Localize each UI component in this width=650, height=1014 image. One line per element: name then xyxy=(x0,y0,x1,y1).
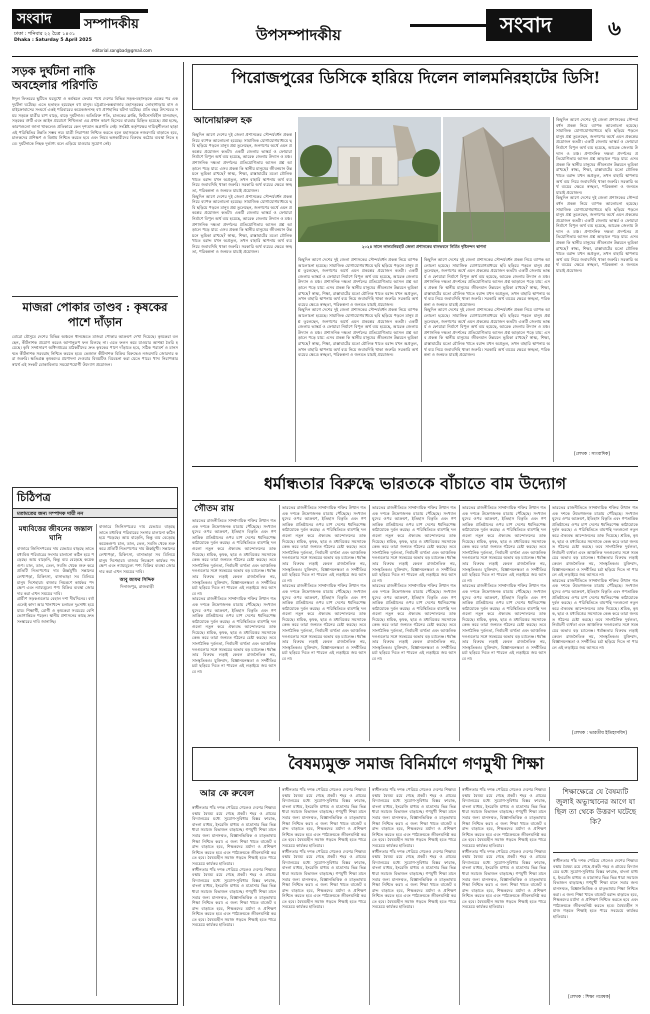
letter-1-title: মধ্যবিত্তের জীবনের জন্তাল ঘানি xyxy=(18,524,93,542)
article-3-col-4 xyxy=(462,787,546,1005)
article-3-pullquote xyxy=(553,787,638,853)
article-2-headline-rule xyxy=(192,500,638,501)
article-3-text-4b: স্বাধীনতার পাঁচ দশক পেরিয়ে গেলেও দেশের শিক্ষাব্যবস্থায় বৈষম্য রয়ে গেছে প্রকট। শহর ও গ্রামের বিদ্যালয়ের মধ্যে সুযোগ-সুবিধার বিস্তর ফারাক, বাংলা মাধ্যম, ইংরেজি মাধ্যম ও মাদ্রাসার ভিন্ন ভিন্ন ধারা সমাজে বিভাজন বাড়াচ্ছে। গণমুখী শিক্ষা মানে সবার জন্য মানসম্মত, বিজ্ঞানভিত্তিক ও মাতৃভাষায় শিক্ষা নিশ্চিত করা। এ জন্য শিক্ষা খাতে বাজেট বরাদ্দ বাড়াতে হবে, শিক্ষকদের মর্যাদা ও প্রশিক্ষণ নিশ্চিত করতে হবে এবং পাঠ্যক্রমকে জীবনঘনিষ্ঠ করতে হবে। বৈষম্যহীন সমাজ গড়তে শিক্ষাই হতে পারে সবচেয়ে কার্যকর হাতিয়ার। xyxy=(462,848,546,910)
article-1-text-4b: কিছুদিন আগে দেশের দুই জেলা প্রশাসকের সৌন্দর্যবর্ধন প্রকল্প নিয়ে ব্যাপক আলোচনা হয়েছে। সামাজিক যোগাযোগমাধ্যমে ছবি ছড়িয়ে পড়লে মানুষ প্রশ্ন তুলেছেন, জনগণের অর্থে এমন প্রকল্পের প্রয়োজন কতটা। একটি জেলায় ভাস্কর্য ও ফোয়ারা নির্মাণে বিপুল অর্থ ব্যয় হয়েছে, আরেক জেলায় উদ্যান ও মঞ্চ। প্রশাসনিক দক্ষতা প্রদর্শনের প্রতিযোগিতায় আসল প্রশ্ন আড়ালে পড়ে যায়: এসব প্রকল্প কি স্থানীয় মানুষের জীবনমান উন্নয়নে ভূমিকা রাখছে? স্বাস্থ্য, শিক্ষা, রাস্তাঘাটের মতো মৌলিক খাতে বরাদ্দ যখন অপ্রতুল, তখন বাহারি স্থাপনায় অর্থ ব্যয় নিয়ে জবাবদিহি থাকা জরুরি। সরকারি অর্থ ব্যয়ের ক্ষেত্রে স্বচ্ছতা, পরিকল্পনা ও জনমত যাচাই প্রয়োজন। xyxy=(556,195,638,274)
article-1-col-4 xyxy=(556,117,638,447)
letters-subhead: মতামতের জন্য সম্পাদক দায়ী নন xyxy=(17,511,84,517)
letter-2-text: বাজারে জিনিসপত্রের দাম যেভাবে বাড়ছে তাতে মধ্যবিত্ত পরিবারের সংসার চালানো কঠিন হয়ে পড়েছে। আয় বাড়েনি, কিন্তু ব্যয় বেড়েছে কয়েকগুণ। চাল, ডাল, তেল, সবজি থেকে শুরু করে প্রতিটি নিত্যপণ্যের দাম ঊর্ধ্বমুখী। সন্তানের লেখাপড়া, চিকিৎসা, বাসাভাড়া সব মিলিয়ে মানুষ দিশেহারা। বাজার নিয়ন্ত্রণে কার্যকর পদক্ষেপ এবং ন্যায্যমূল্যে পণ্য বিক্রির ব্যবস্থা জোরদার করা এখন সময়ের দাবি। xyxy=(99,524,175,574)
editorial-2 xyxy=(12,300,178,480)
article-1-author-note: [লেখক : সাংবাদিক] xyxy=(574,452,610,457)
article-2-col-3 xyxy=(372,505,456,741)
article-1-photo-2 xyxy=(443,117,550,242)
article-3-text-4: স্বাধীনতার পাঁচ দশক পেরিয়ে গেলেও দেশের শিক্ষাব্যবস্থায় বৈষম্য রয়ে গেছে প্রকট। শহর ও গ্রামের বিদ্যালয়ের মধ্যে সুযোগ-সুবিধার বিস্তর ফারাক, বাংলা মাধ্যম, ইংরেজি মাধ্যম ও মাদ্রাসার ভিন্ন ভিন্ন ধারা সমাজে বিভাজন বাড়াচ্ছে। গণমুখী শিক্ষা মানে সবার জন্য মানসম্মত, বিজ্ঞানভিত্তিক ও মাতৃভাষায় শিক্ষা নিশ্চিত করা। এ জন্য শিক্ষা খাতে বাজেট বরাদ্দ বাড়াতে হবে, শিক্ষকদের মর্যাদা ও প্রশিক্ষণ নিশ্চিত করতে হবে এবং পাঠ্যক্রমকে জীবনঘনিষ্ঠ করতে হবে। বৈষম্যহীন সমাজ গড়তে শিক্ষাই হতে পারে সবচেয়ে কার্যকর হাতিয়ার। xyxy=(462,787,546,848)
article-2-text-5: ভারতের রাজনীতিতে সাম্প্রদায়িক শক্তির উত্থান গত এক দশকে উদ্বেগজনক মাত্রায় পৌঁছেছে। সংখ্যালঘুদের ওপর আক্রমণ, ইতিহাস বিকৃতি এবং গণতান্ত্রিক প্রতিষ্ঠানের ওপর চাপ দেশের ধর্মনিরপেক্ষ কাঠামোকে দুর্বল করছে। এ পরিস্থিতিতে বামপন্থি দলগুলো নতুন করে ঐক্যবদ্ধ আন্দোলনের ডাক দিয়েছে। শ্রমিক, কৃষক, ছাত্র ও মধ্যবিত্তের সমস্যাকে কেন্দ্র করে তারা জনমত গঠনের চেষ্টা করছে। তবে সাংগঠনিক দুর্বলতা, নির্বাচনী ব্যর্থতা এবং আঞ্চলিক দলগুলোর সঙ্গে সমন্বয়ের অভাব বড় চ্যালেঞ্জ। ধর্মান্ধতার বিরুদ্ধে লড়াই কেবল রাজনৈতিক নয়, সাংস্কৃতিকও। যুক্তিবাদ, বিজ্ঞানমনস্কতা ও সম্প্রীতির চর্চা ছড়িয়ে দিতে না পারলে এই লড়াইয়ে জয় আসবে না। xyxy=(552,505,638,578)
article-3-author: আর কে রুবেল xyxy=(200,789,254,799)
masthead xyxy=(0,0,650,58)
article-2-headline: ধর্মান্ধতার বিরুদ্ধে ভারতকে বাঁচাতে বাম উদ্যোগ xyxy=(263,474,567,493)
article-2-col-4 xyxy=(462,505,546,741)
article-2-text-3b: ভারতের রাজনীতিতে সাম্প্রদায়িক শক্তির উত্থান গত এক দশকে উদ্বেগজনক মাত্রায় পৌঁছেছে। সংখ্যালঘুদের ওপর আক্রমণ, ইতিহাস বিকৃতি এবং গণতান্ত্রিক প্রতিষ্ঠানের ওপর চাপ দেশের ধর্মনিরপেক্ষ কাঠামোকে দুর্বল করছে। এ পরিস্থিতিতে বামপন্থি দলগুলো নতুন করে ঐক্যবদ্ধ আন্দোলনের ডাক দিয়েছে। শ্রমিক, কৃষক, ছাত্র ও মধ্যবিত্তের সমস্যাকে কেন্দ্র করে তারা জনমত গঠনের চেষ্টা করছে। তবে সাংগঠনিক দুর্বলতা, নির্বাচনী ব্যর্থতা এবং আঞ্চলিক দলগুলোর সঙ্গে সমন্বয়ের অভাব বড় চ্যালেঞ্জ। ধর্মান্ধতার বিরুদ্ধে লড়াই কেবল রাজনৈতিক নয়, সাংস্কৃতিকও। যুক্তিবাদ, বিজ্ঞানমনস্কতা ও সম্প্রীতির চর্চা ছড়িয়ে দিতে না পারলে এই লড়াইয়ে জয় আসবে না। xyxy=(372,583,456,662)
article-2-rule-3 xyxy=(459,505,460,741)
letter-2 xyxy=(99,524,175,1000)
article-1-text-1b: কিছুদিন আগে দেশের দুই জেলা প্রশাসকের সৌন্দর্যবর্ধন প্রকল্প নিয়ে ব্যাপক আলোচনা হয়েছে। সামাজিক যোগাযোগমাধ্যমে ছবি ছড়িয়ে পড়লে মানুষ প্রশ্ন তুলেছেন, জনগণের অর্থে এমন প্রকল্পের প্রয়োজন কতটা। একটি জেলায় ভাস্কর্য ও ফোয়ারা নির্মাণে বিপুল অর্থ ব্যয় হয়েছে, আরেক জেলায় উদ্যান ও মঞ্চ। প্রশাসনিক দক্ষতা প্রদর্শনের প্রতিযোগিতায় আসল প্রশ্ন আড়ালে পড়ে যায়: এসব প্রকল্প কি স্থানীয় মানুষের জীবনমান উন্নয়নে ভূমিকা রাখছে? স্বাস্থ্য, শিক্ষা, রাস্তাঘাটের মতো মৌলিক খাতে বরাদ্দ যখন অপ্রতুল, তখন বাহারি স্থাপনায় অর্থ ব্যয় নিয়ে জবাবদিহি থাকা জরুরি। সরকারি অর্থ ব্যয়ের ক্ষেত্রে স্বচ্ছতা, পরিকল্পনা ও জনমত যাচাই প্রয়োজন। xyxy=(192,193,292,255)
article-2-text-2: ভারতের রাজনীতিতে সাম্প্রদায়িক শক্তির উত্থান গত এক দশকে উদ্বেগজনক মাত্রায় পৌঁছেছে। সংখ্যালঘুদের ওপর আক্রমণ, ইতিহাস বিকৃতি এবং গণতান্ত্রিক প্রতিষ্ঠানের ওপর চাপ দেশের ধর্মনিরপেক্ষ কাঠামোকে দুর্বল করছে। এ পরিস্থিতিতে বামপন্থি দলগুলো নতুন করে ঐক্যবদ্ধ আন্দোলনের ডাক দিয়েছে। শ্রমিক, কৃষক, ছাত্র ও মধ্যবিত্তের সমস্যাকে কেন্দ্র করে তারা জনমত গঠনের চেষ্টা করছে। তবে সাংগঠনিক দুর্বলতা, নির্বাচনী ব্যর্থতা এবং আঞ্চলিক দলগুলোর সঙ্গে সমন্বয়ের অভাব বড় চ্যালেঞ্জ। ধর্মান্ধতার বিরুদ্ধে লড়াই কেবল রাজনৈতিক নয়, সাংস্কৃতিকও। যুক্তিবাদ, বিজ্ঞানমনস্কতা ও সম্প্রীতির চর্চা ছড়িয়ে দিতে না পারলে এই লড়াইয়ে জয় আসবে না। xyxy=(282,505,366,583)
article-1-author: আনোয়ারুল হক xyxy=(194,116,252,126)
article-1-col-mid xyxy=(298,257,418,462)
article-3-col-3 xyxy=(372,787,456,1005)
article-3-text-2b: স্বাধীনতার পাঁচ দশক পেরিয়ে গেলেও দেশের শিক্ষাব্যবস্থায় বৈষম্য রয়ে গেছে প্রকট। শহর ও গ্রামের বিদ্যালয়ের মধ্যে সুযোগ-সুবিধার বিস্তর ফারাক, বাংলা মাধ্যম, ইংরেজি মাধ্যম ও মাদ্রাসার ভিন্ন ভিন্ন ধারা সমাজে বিভাজন বাড়াচ্ছে। গণমুখী শিক্ষা মানে সবার জন্য মানসম্মত, বিজ্ঞানভিত্তিক ও মাতৃভাষায় শিক্ষা নিশ্চিত করা। এ জন্য শিক্ষা খাতে বাজেট বরাদ্দ বাড়াতে হবে, শিক্ষকদের মর্যাদা ও প্রশিক্ষণ নিশ্চিত করতে হবে এবং পাঠ্যক্রমকে জীবনঘনিষ্ঠ করতে হবে। বৈষম্যহীন সমাজ গড়তে শিক্ষাই হতে পারে সবচেয়ে কার্যকর হাতিয়ার। xyxy=(282,848,366,910)
article-1-text-1: কিছুদিন আগে দেশের দুই জেলা প্রশাসকের সৌন্দর্যবর্ধন প্রকল্প নিয়ে ব্যাপক আলোচনা হয়েছে। সামাজিক যোগাযোগমাধ্যমে ছবি ছড়িয়ে পড়লে মানুষ প্রশ্ন তুলেছেন, জনগণের অর্থে এমন প্রকল্পের প্রয়োজন কতটা। একটি জেলায় ভাস্কর্য ও ফোয়ারা নির্মাণে বিপুল অর্থ ব্যয় হয়েছে, আরেক জেলায় উদ্যান ও মঞ্চ। প্রশাসনিক দক্ষতা প্রদর্শনের প্রতিযোগিতায় আসল প্রশ্ন আড়ালে পড়ে যায়: এসব প্রকল্প কি স্থানীয় মানুষের জীবনমান উন্নয়নে ভূমিকা রাখছে? স্বাস্থ্য, শিক্ষা, রাস্তাঘাটের মতো মৌলিক খাতে বরাদ্দ যখন অপ্রতুল, তখন বাহারি স্থাপনায় অর্থ ব্যয় নিয়ে জবাবদিহি থাকা জরুরি। সরকারি অর্থ ব্যয়ের ক্ষেত্রে স্বচ্ছতা, পরিকল্পনা ও জনমত যাচাই প্রয়োজন। xyxy=(192,132,292,193)
masthead-left-bar xyxy=(80,9,148,13)
letters-subhead-bar xyxy=(13,508,177,518)
article-3-rule-2 xyxy=(369,787,370,1005)
article-3-rule-4 xyxy=(549,787,550,1005)
article-1-photo-2-image xyxy=(443,117,550,242)
editorial-1 xyxy=(12,64,178,296)
masthead-right-bar xyxy=(410,24,486,27)
page-number: ৬ xyxy=(608,16,622,40)
article-1-headline-box xyxy=(192,64,638,110)
article-1-text-2: কিছুদিন আগে দেশের দুই জেলা প্রশাসকের সৌন্দর্যবর্ধন প্রকল্প নিয়ে ব্যাপক আলোচনা হয়েছে। সামাজিক যোগাযোগমাধ্যমে ছবি ছড়িয়ে পড়লে মানুষ প্রশ্ন তুলেছেন, জনগণের অর্থে এমন প্রকল্পের প্রয়োজন কতটা। একটি জেলায় ভাস্কর্য ও ফোয়ারা নির্মাণে বিপুল অর্থ ব্যয় হয়েছে, আরেক জেলায় উদ্যান ও মঞ্চ। প্রশাসনিক দক্ষতা প্রদর্শনের প্রতিযোগিতায় আসল প্রশ্ন আড়ালে পড়ে যায়: এসব প্রকল্প কি স্থানীয় মানুষের জীবনমান উন্নয়নে ভূমিকা রাখছে? স্বাস্থ্য, শিক্ষা, রাস্তাঘাটের মতো মৌলিক খাতে বরাদ্দ যখন অপ্রতুল, তখন বাহারি স্থাপনায় অর্থ ব্যয় নিয়ে জবাবদিহি থাকা জরুরি। সরকারি অর্থ ব্যয়ের ক্ষেত্রে স্বচ্ছতা, পরিকল্পনা ও জনমত যাচাই প্রয়োজন। xyxy=(298,257,418,307)
article-1-rule-2 xyxy=(421,257,422,462)
article-1-col-3 xyxy=(424,257,550,462)
masthead-logo-right xyxy=(486,9,592,41)
masthead-date-en: Dhaka : Saturday 5 April 2025 xyxy=(14,38,92,43)
article-2-col-1 xyxy=(192,518,276,740)
article-2-text-4b: ভারতের রাজনীতিতে সাম্প্রদায়িক শক্তির উত্থান গত এক দশকে উদ্বেগজনক মাত্রায় পৌঁছেছে। সংখ্যালঘুদের ওপর আক্রমণ, ইতিহাস বিকৃতি এবং গণতান্ত্রিক প্রতিষ্ঠানের ওপর চাপ দেশের ধর্মনিরপেক্ষ কাঠামোকে দুর্বল করছে। এ পরিস্থিতিতে বামপন্থি দলগুলো নতুন করে ঐক্যবদ্ধ আন্দোলনের ডাক দিয়েছে। শ্রমিক, কৃষক, ছাত্র ও মধ্যবিত্তের সমস্যাকে কেন্দ্র করে তারা জনমত গঠনের চেষ্টা করছে। তবে সাংগঠনিক দুর্বলতা, নির্বাচনী ব্যর্থতা এবং আঞ্চলিক দলগুলোর সঙ্গে সমন্বয়ের অভাব বড় চ্যালেঞ্জ। ধর্মান্ধতার বিরুদ্ধে লড়াই কেবল রাজনৈতিক নয়, সাংস্কৃতিকও। যুক্তিবাদ, বিজ্ঞানমনস্কতা ও সম্প্রীতির চর্চা ছড়িয়ে দিতে না পারলে এই লড়াইয়ে জয় আসবে না। xyxy=(462,583,546,662)
article-3-text-3: স্বাধীনতার পাঁচ দশক পেরিয়ে গেলেও দেশের শিক্ষাব্যবস্থায় বৈষম্য রয়ে গেছে প্রকট। শহর ও গ্রামের বিদ্যালয়ের মধ্যে সুযোগ-সুবিধার বিস্তর ফারাক, বাংলা মাধ্যম, ইংরেজি মাধ্যম ও মাদ্রাসার ভিন্ন ভিন্ন ধারা সমাজে বিভাজন বাড়াচ্ছে। গণমুখী শিক্ষা মানে সবার জন্য মানসম্মত, বিজ্ঞানভিত্তিক ও মাতৃভাষায় শিক্ষা নিশ্চিত করা। এ জন্য শিক্ষা খাতে বাজেট বরাদ্দ বাড়াতে হবে, শিক্ষকদের মর্যাদা ও প্রশিক্ষণ নিশ্চিত করতে হবে এবং পাঠ্যক্রমকে জীবনঘনিষ্ঠ করতে হবে। বৈষম্যহীন সমাজ গড়তে শিক্ষাই হতে পারে সবচেয়ে কার্যকর হাতিয়ার। xyxy=(372,787,456,848)
article-2-text-2b: ভারতের রাজনীতিতে সাম্প্রদায়িক শক্তির উত্থান গত এক দশকে উদ্বেগজনক মাত্রায় পৌঁছেছে। সংখ্যালঘুদের ওপর আক্রমণ, ইতিহাস বিকৃতি এবং গণতান্ত্রিক প্রতিষ্ঠানের ওপর চাপ দেশের ধর্মনিরপেক্ষ কাঠামোকে দুর্বল করছে। এ পরিস্থিতিতে বামপন্থি দলগুলো নতুন করে ঐক্যবদ্ধ আন্দোলনের ডাক দিয়েছে। শ্রমিক, কৃষক, ছাত্র ও মধ্যবিত্তের সমস্যাকে কেন্দ্র করে তারা জনমত গঠনের চেষ্টা করছে। তবে সাংগঠনিক দুর্বলতা, নির্বাচনী ব্যর্থতা এবং আঞ্চলিক দলগুলোর সঙ্গে সমন্বয়ের অভাব বড় চ্যালেঞ্জ। ধর্মান্ধতার বিরুদ্ধে লড়াই কেবল রাজনৈতিক নয়, সাংস্কৃতিকও। যুক্তিবাদ, বিজ্ঞানমনস্কতা ও সম্প্রীতির চর্চা ছড়িয়ে দিতে না পারলে এই লড়াইয়ে জয় আসবে না। xyxy=(282,583,366,662)
masthead-logo-left xyxy=(12,9,80,29)
article-2-text-4: ভারতের রাজনীতিতে সাম্প্রদায়িক শক্তির উত্থান গত এক দশকে উদ্বেগজনক মাত্রায় পৌঁছেছে। সংখ্যালঘুদের ওপর আক্রমণ, ইতিহাস বিকৃতি এবং গণতান্ত্রিক প্রতিষ্ঠানের ওপর চাপ দেশের ধর্মনিরপেক্ষ কাঠামোকে দুর্বল করছে। এ পরিস্থিতিতে বামপন্থি দলগুলো নতুন করে ঐক্যবদ্ধ আন্দোলনের ডাক দিয়েছে। শ্রমিক, কৃষক, ছাত্র ও মধ্যবিত্তের সমস্যাকে কেন্দ্র করে তারা জনমত গঠনের চেষ্টা করছে। তবে সাংগঠনিক দুর্বলতা, নির্বাচনী ব্যর্থতা এবং আঞ্চলিক দলগুলোর সঙ্গে সমন্বয়ের অভাব বড় চ্যালেঞ্জ। ধর্মান্ধতার বিরুদ্ধে লড়াই কেবল রাজনৈতিক নয়, সাংস্কৃতিকও। যুক্তিবাদ, বিজ্ঞানমনস্কতা ও সম্প্রীতির চর্চা ছড়িয়ে দিতে না পারলে এই লড়াইয়ে জয় আসবে না। xyxy=(462,505,546,583)
article-3-text-1b: স্বাধীনতার পাঁচ দশক পেরিয়ে গেলেও দেশের শিক্ষাব্যবস্থায় বৈষম্য রয়ে গেছে প্রকট। শহর ও গ্রামের বিদ্যালয়ের মধ্যে সুযোগ-সুবিধার বিস্তর ফারাক, বাংলা মাধ্যম, ইংরেজি মাধ্যম ও মাদ্রাসার ভিন্ন ভিন্ন ধারা সমাজে বিভাজন বাড়াচ্ছে। গণমুখী শিক্ষা মানে সবার জন্য মানসম্মত, বিজ্ঞানভিত্তিক ও মাতৃভাষায় শিক্ষা নিশ্চিত করা। এ জন্য শিক্ষা খাতে বাজেট বরাদ্দ বাড়াতে হবে, শিক্ষকদের মর্যাদা ও প্রশিক্ষণ নিশ্চিত করতে হবে এবং পাঠ্যক্রমকে জীবনঘনিষ্ঠ করতে হবে। বৈষম্যহীন সমাজ গড়তে শিক্ষাই হতে পারে সবচেয়ে কার্যকর হাতিয়ার। xyxy=(192,866,276,928)
article-1-col-1 xyxy=(192,132,292,462)
letter-1-place: দিনাজপুর, রাজবাড়ী xyxy=(120,584,154,590)
left-column-rule xyxy=(183,62,184,1006)
section-op-label: উপসম্পাদকীয় xyxy=(256,26,342,44)
article-1-text-3: কিছুদিন আগে দেশের দুই জেলা প্রশাসকের সৌন্দর্যবর্ধন প্রকল্প নিয়ে ব্যাপক আলোচনা হয়েছে। সামাজিক যোগাযোগমাধ্যমে ছবি ছড়িয়ে পড়লে মানুষ প্রশ্ন তুলেছেন, জনগণের অর্থে এমন প্রকল্পের প্রয়োজন কতটা। একটি জেলায় ভাস্কর্য ও ফোয়ারা নির্মাণে বিপুল অর্থ ব্যয় হয়েছে, আরেক জেলায় উদ্যান ও মঞ্চ। প্রশাসনিক দক্ষতা প্রদর্শনের প্রতিযোগিতায় আসল প্রশ্ন আড়ালে পড়ে যায়: এসব প্রকল্প কি স্থানীয় মানুষের জীবনমান উন্নয়নে ভূমিকা রাখছে? স্বাস্থ্য, শিক্ষা, রাস্তাঘাটের মতো মৌলিক খাতে বরাদ্দ যখন অপ্রতুল, তখন বাহারি স্থাপনায় অর্থ ব্যয় নিয়ে জবাবদিহি থাকা জরুরি। সরকারি অর্থ ব্যয়ের ক্ষেত্রে স্বচ্ছতা, পরিকল্পনা ও জনমত যাচাই প্রয়োজন। xyxy=(424,257,550,307)
masthead-logo-left-text: সংবাদ xyxy=(17,11,52,27)
letters-column-rule xyxy=(96,524,97,996)
article-1-text-2b: কিছুদিন আগে দেশের দুই জেলা প্রশাসকের সৌন্দর্যবর্ধন প্রকল্প নিয়ে ব্যাপক আলোচনা হয়েছে। সামাজিক যোগাযোগমাধ্যমে ছবি ছড়িয়ে পড়লে মানুষ প্রশ্ন তুলেছেন, জনগণের অর্থে এমন প্রকল্পের প্রয়োজন কতটা। একটি জেলায় ভাস্কর্য ও ফোয়ারা নির্মাণে বিপুল অর্থ ব্যয় হয়েছে, আরেক জেলায় উদ্যান ও মঞ্চ। প্রশাসনিক দক্ষতা প্রদর্শনের প্রতিযোগিতায় আসল প্রশ্ন আড়ালে পড়ে যায়: এসব প্রকল্প কি স্থানীয় মানুষের জীবনমান উন্নয়নে ভূমিকা রাখছে? স্বাস্থ্য, শিক্ষা, রাস্তাঘাটের মতো মৌলিক খাতে বরাদ্দ যখন অপ্রতুল, তখন বাহারি স্থাপনায় অর্থ ব্যয় নিয়ে জবাবদিহি থাকা জরুরি। সরকারি অর্থ ব্যয়ের ক্ষেত্রে স্বচ্ছতা, পরিকল্পনা ও জনমত যাচাই প্রয়োজন। xyxy=(298,307,418,358)
article-3-author-note: [লেখক : শিক্ষা গবেষক] xyxy=(568,995,611,1000)
article-2-author-note: [লেখক : ভারতীয় ইতিহাসবিদ] xyxy=(572,731,627,736)
letters-title: চিঠিপত্র xyxy=(17,491,51,504)
article-1-headline: পিরোজপুরের ডিসিকে হারিয়ে দিলেন লালমনিরহাটের ডিসি! xyxy=(231,68,601,87)
article-2-text-1: ভারতের রাজনীতিতে সাম্প্রদায়িক শক্তির উত্থান গত এক দশকে উদ্বেগজনক মাত্রায় পৌঁছেছে। সংখ্যালঘুদের ওপর আক্রমণ, ইতিহাস বিকৃতি এবং গণতান্ত্রিক প্রতিষ্ঠানের ওপর চাপ দেশের ধর্মনিরপেক্ষ কাঠামোকে দুর্বল করছে। এ পরিস্থিতিতে বামপন্থি দলগুলো নতুন করে ঐক্যবদ্ধ আন্দোলনের ডাক দিয়েছে। শ্রমিক, কৃষক, ছাত্র ও মধ্যবিত্তের সমস্যাকে কেন্দ্র করে তারা জনমত গঠনের চেষ্টা করছে। তবে সাংগঠনিক দুর্বলতা, নির্বাচনী ব্যর্থতা এবং আঞ্চলিক দলগুলোর সঙ্গে সমন্বয়ের অভাব বড় চ্যালেঞ্জ। ধর্মান্ধতার বিরুদ্ধে লড়াই কেবল রাজনৈতিক নয়, সাংস্কৃতিকও। যুক্তিবাদ, বিজ্ঞানমনস্কতা ও সম্প্রীতির চর্চা ছড়িয়ে দিতে না পারলে এই লড়াইয়ে জয় আসবে না। xyxy=(192,518,276,596)
editorial-email: editorial.sangbad@gmail.com xyxy=(92,48,152,53)
article-3-text-1: স্বাধীনতার পাঁচ দশক পেরিয়ে গেলেও দেশের শিক্ষাব্যবস্থায় বৈষম্য রয়ে গেছে প্রকট। শহর ও গ্রামের বিদ্যালয়ের মধ্যে সুযোগ-সুবিধার বিস্তর ফারাক, বাংলা মাধ্যম, ইংরেজি মাধ্যম ও মাদ্রাসার ভিন্ন ভিন্ন ধারা সমাজে বিভাজন বাড়াচ্ছে। গণমুখী শিক্ষা মানে সবার জন্য মানসম্মত, বিজ্ঞানভিত্তিক ও মাতৃভাষায় শিক্ষা নিশ্চিত করা। এ জন্য শিক্ষা খাতে বাজেট বরাদ্দ বাড়াতে হবে, শিক্ষকদের মর্যাদা ও প্রশিক্ষণ নিশ্চিত করতে হবে এবং পাঠ্যক্রমকে জীবনঘনিষ্ঠ করতে হবে। বৈষম্যহীন সমাজ গড়তে শিক্ষাই হতে পারে সবচেয়ে কার্যকর হাতিয়ার। xyxy=(192,805,276,866)
article-3-pullquote-text: শিক্ষাক্ষেত্রে যে বৈষম্যটি জুলাই অভ্যুত্থানের আগে যা ছিল তা থেকে উত্তরণ ঘটেছে কি? xyxy=(554,787,637,826)
editorial-2-text: বোরো মৌসুমে দেশের বিভিন্ন অঞ্চলে ধানক্ষেতে মাজরা পোকার আক্রমণ দেখা দিয়েছে। কৃষকেরা বলছেন, কীটনাশক প্রয়োগ করেও আশানুরূপ ফল মিলছে না। এতে ফলন কমে যাওয়ার আশঙ্কা তৈরি হয়েছে। কৃষি সম্প্রসারণ অধিদপ্তরের মাঠকর্মীদের দ্রুত কৃষকের পাশে দাঁড়াতে হবে, সঠিক পরামর্শ ও মানসম্মত কীটনাশক সরবরাহ নিশ্চিত করতে হবে। ভেজাল কীটনাশক বিক্রির বিরুদ্ধেও নজরদারি জোরদার করা জরুরি। ক্ষতিগ্রস্ত কৃষকদের প্রণোদনা দেওয়ার বিষয়টিও বিবেচনা করা যেতে পারে। খাদ্য নিরাপত্তার স্বার্থে এই সংকট মোকাবিলায় সময়োপযোগী উদ্যোগ প্রয়োজন। xyxy=(12,334,178,367)
article-3-headline-box xyxy=(192,747,638,781)
letters-section xyxy=(12,487,178,1005)
letter-1-author: আবু জাফর সিদ্দিক xyxy=(119,578,155,584)
editorial-divider xyxy=(12,296,178,297)
editorial-1-title: সড়ক দুর্ঘটনা নাকি অবহেলার পরিণতি xyxy=(12,64,98,92)
article-3-text-2: স্বাধীনতার পাঁচ দশক পেরিয়ে গেলেও দেশের শিক্ষাব্যবস্থায় বৈষম্য রয়ে গেছে প্রকট। শহর ও গ্রামের বিদ্যালয়ের মধ্যে সুযোগ-সুবিধার বিস্তর ফারাক, বাংলা মাধ্যম, ইংরেজি মাধ্যম ও মাদ্রাসার ভিন্ন ভিন্ন ধারা সমাজে বিভাজন বাড়াচ্ছে। গণমুখী শিক্ষা মানে সবার জন্য মানসম্মত, বিজ্ঞানভিত্তিক ও মাতৃভাষায় শিক্ষা নিশ্চিত করা। এ জন্য শিক্ষা খাতে বাজেট বরাদ্দ বাড়াতে হবে, শিক্ষকদের মর্যাদা ও প্রশিক্ষণ নিশ্চিত করতে হবে এবং পাঠ্যক্রমকে জীবনঘনিষ্ঠ করতে হবে। বৈষম্যহীন সমাজ গড়তে শিক্ষাই হতে পারে সবচেয়ে কার্যকর হাতিয়ার। xyxy=(282,787,366,848)
article-3-headline: বৈষম্যমুক্ত সমাজ বিনির্মাণে গণমুখী শিক্ষা xyxy=(288,754,544,773)
article-2-text-5b: ভারতের রাজনীতিতে সাম্প্রদায়িক শক্তির উত্থান গত এক দশকে উদ্বেগজনক মাত্রায় পৌঁছেছে। সংখ্যালঘুদের ওপর আক্রমণ, ইতিহাস বিকৃতি এবং গণতান্ত্রিক প্রতিষ্ঠানের ওপর চাপ দেশের ধর্মনিরপেক্ষ কাঠামোকে দুর্বল করছে। এ পরিস্থিতিতে বামপন্থি দলগুলো নতুন করে ঐক্যবদ্ধ আন্দোলনের ডাক দিয়েছে। শ্রমিক, কৃষক, ছাত্র ও মধ্যবিত্তের সমস্যাকে কেন্দ্র করে তারা জনমত গঠনের চেষ্টা করছে। তবে সাংগঠনিক দুর্বলতা, নির্বাচনী ব্যর্থতা এবং আঞ্চলিক দলগুলোর সঙ্গে সমন্বয়ের অভাব বড় চ্যালেঞ্জ। ধর্মান্ধতার বিরুদ্ধে লড়াই কেবল রাজনৈতিক নয়, সাংস্কৃতিকও। যুক্তিবাদ, বিজ্ঞানমনস্কতা ও সম্প্রীতির চর্চা ছড়িয়ে দিতে না পারলে এই লড়াইয়ে জয় আসবে না। xyxy=(552,577,638,650)
article-2-text-3: ভারতের রাজনীতিতে সাম্প্রদায়িক শক্তির উত্থান গত এক দশকে উদ্বেগজনক মাত্রায় পৌঁছেছে। সংখ্যালঘুদের ওপর আক্রমণ, ইতিহাস বিকৃতি এবং গণতান্ত্রিক প্রতিষ্ঠানের ওপর চাপ দেশের ধর্মনিরপেক্ষ কাঠামোকে দুর্বল করছে। এ পরিস্থিতিতে বামপন্থি দলগুলো নতুন করে ঐক্যবদ্ধ আন্দোলনের ডাক দিয়েছে। শ্রমিক, কৃষক, ছাত্র ও মধ্যবিত্তের সমস্যাকে কেন্দ্র করে তারা জনমত গঠনের চেষ্টা করছে। তবে সাংগঠনিক দুর্বলতা, নির্বাচনী ব্যর্থতা এবং আঞ্চলিক দলগুলোর সঙ্গে সমন্বয়ের অভাব বড় চ্যালেঞ্জ। ধর্মান্ধতার বিরুদ্ধে লড়াই কেবল রাজনৈতিক নয়, সাংস্কৃতিকও। যুক্তিবাদ, বিজ্ঞানমনস্কতা ও সম্প্রীতির চর্চা ছড়িয়ে দিতে না পারলে এই লড়াইয়ে জয় আসবে না। xyxy=(372,505,456,583)
article-1-photo xyxy=(298,117,441,242)
article-3-rule-1 xyxy=(279,787,280,1005)
masthead-bottom-rule xyxy=(12,56,638,57)
article-1-rule-3 xyxy=(553,117,554,462)
article-3-col-1 xyxy=(192,805,276,1005)
article-3-col-5 xyxy=(553,858,638,990)
letter-1-signature xyxy=(99,578,175,590)
article-2-text-1b: ভারতের রাজনীতিতে সাম্প্রদায়িক শক্তির উত্থান গত এক দশকে উদ্বেগজনক মাত্রায় পৌঁছেছে। সংখ্যালঘুদের ওপর আক্রমণ, ইতিহাস বিকৃতি এবং গণতান্ত্রিক প্রতিষ্ঠানের ওপর চাপ দেশের ধর্মনিরপেক্ষ কাঠামোকে দুর্বল করছে। এ পরিস্থিতিতে বামপন্থি দলগুলো নতুন করে ঐক্যবদ্ধ আন্দোলনের ডাক দিয়েছে। শ্রমিক, কৃষক, ছাত্র ও মধ্যবিত্তের সমস্যাকে কেন্দ্র করে তারা জনমত গঠনের চেষ্টা করছে। তবে সাংগঠনিক দুর্বলতা, নির্বাচনী ব্যর্থতা এবং আঞ্চলিক দলগুলোর সঙ্গে সমন্বয়ের অভাব বড় চ্যালেঞ্জ। ধর্মান্ধতার বিরুদ্ধে লড়াই কেবল রাজনৈতিক নয়, সাংস্কৃতিকও। যুক্তিবাদ, বিজ্ঞানমনস্কতা ও সম্প্রীতির চর্চা ছড়িয়ে দিতে না পারলে এই লড়াইয়ে জয় আসবে না। xyxy=(192,596,276,675)
article-3-text-5: স্বাধীনতার পাঁচ দশক পেরিয়ে গেলেও দেশের শিক্ষাব্যবস্থায় বৈষম্য রয়ে গেছে প্রকট। শহর ও গ্রামের বিদ্যালয়ের মধ্যে সুযোগ-সুবিধার বিস্তর ফারাক, বাংলা মাধ্যম, ইংরেজি মাধ্যম ও মাদ্রাসার ভিন্ন ভিন্ন ধারা সমাজে বিভাজন বাড়াচ্ছে। গণমুখী শিক্ষা মানে সবার জন্য মানসম্মত, বিজ্ঞানভিত্তিক ও মাতৃভাষায় শিক্ষা নিশ্চিত করা। এ জন্য শিক্ষা খাতে বাজেট বরাদ্দ বাড়াতে হবে, শিক্ষকদের মর্যাদা ও প্রশিক্ষণ নিশ্চিত করতে হবে এবং পাঠ্যক্রমকে জীবনঘনিষ্ঠ করতে হবে। বৈষম্যহীন সমাজ গড়তে শিক্ষাই হতে পারে সবচেয়ে কার্যকর হাতিয়ার। xyxy=(553,858,638,919)
article-3-text-3b: স্বাধীনতার পাঁচ দশক পেরিয়ে গেলেও দেশের শিক্ষাব্যবস্থায় বৈষম্য রয়ে গেছে প্রকট। শহর ও গ্রামের বিদ্যালয়ের মধ্যে সুযোগ-সুবিধার বিস্তর ফারাক, বাংলা মাধ্যম, ইংরেজি মাধ্যম ও মাদ্রাসার ভিন্ন ভিন্ন ধারা সমাজে বিভাজন বাড়াচ্ছে। গণমুখী শিক্ষা মানে সবার জন্য মানসম্মত, বিজ্ঞানভিত্তিক ও মাতৃভাষায় শিক্ষা নিশ্চিত করা। এ জন্য শিক্ষা খাতে বাজেট বরাদ্দ বাড়াতে হবে, শিক্ষকদের মর্যাদা ও প্রশিক্ষণ নিশ্চিত করতে হবে এবং পাঠ্যক্রমকে জীবনঘনিষ্ঠ করতে হবে। বৈষম্যহীন সমাজ গড়তে শিক্ষাই হতে পারে সবচেয়ে কার্যকর হাতিয়ার। xyxy=(372,848,456,910)
letter-1-text-cont: গ্রামীণ সড়কগুলোর বেহাল দশা দীর্ঘদিনের। বর্ষা এলেই কাদা আর খানাখন্দে চলাচল দুঃসাধ্য হয়ে যায়। শিক্ষার্থী, রোগী ও কৃষকেরা সবচেয়ে বেশি ভোগান্তিতে পড়েন। স্থানীয় প্রশাসনের কাছে দ্রুত সংস্কারের দাবি জানাচ্ছি। xyxy=(17,596,94,624)
article-2-col-2 xyxy=(282,505,366,741)
editorial-2-body xyxy=(12,334,178,480)
editorial-2-title: মাজরা পোকার তাণ্ডব : কৃষকের পাশে দাঁড়ান xyxy=(22,300,168,329)
letter-1-text: বাজারে জিনিসপত্রের দাম যেভাবে বাড়ছে তাতে মধ্যবিত্ত পরিবারের সংসার চালানো কঠিন হয়ে পড়েছে। আয় বাড়েনি, কিন্তু ব্যয় বেড়েছে কয়েকগুণ। চাল, ডাল, তেল, সবজি থেকে শুরু করে প্রতিটি নিত্যপণ্যের দাম ঊর্ধ্বমুখী। সন্তানের লেখাপড়া, চিকিৎসা, বাসাভাড়া সব মিলিয়ে মানুষ দিশেহারা। বাজার নিয়ন্ত্রণে কার্যকর পদক্ষেপ এবং ন্যায্যমূল্যে পণ্য বিক্রির ব্যবস্থা জোরদার করা এখন সময়ের দাবি। xyxy=(17,546,94,596)
article-1-rule-1 xyxy=(295,132,296,462)
editorial-1-text: ঈদুল ফিতরের ছুটিতে ঘরমুখো ও কর্মস্থলে ফেরার পথে দেশের বিভিন্ন সড়ক-মহাসড়কে একের পর এক দুর্ঘটনা ঘটেছে। এতে হতাহত হয়েছেন বহু মানুষ। চট্টগ্রাম-কক্সবাজার মহাসড়কের লোহাগাড়ায় বাস ও মাইক্রোবাসের সংঘর্ষে একই পরিবারের কয়েকজনসহ বহু প্রাণহানির ঘটনা ঘটেছে। প্রতি বছর উৎসবের সময় সড়কে যাত্রীর চাপ বাড়ে, বাড়ে দুর্ঘটনাও। অতিরিক্ত গতি, চালকের ক্লান্তি, ফিটনেসবিহীন যানবাহন, সড়কের ত্রুটি এবং আইন প্রয়োগে শিথিলতা এর প্রধান কারণ হিসেবে বারবার চিহ্নিত হয়েছে। প্রশ্ন হচ্ছে, কারণগুলো জানা থাকলেও প্রতিকারে কেন দৃশ্যমান অগ্রগতি নেই। সংশ্লিষ্ট কর্তৃপক্ষের দায়িত্বশীলতা ছাড়া এই পরিস্থিতির উন্নতি সম্ভব নয়। যাত্রী নিরাপত্তা নিশ্চিত করতে হলে মহাসড়কে নজরদারি বাড়াতে হবে, চালকদের প্রশিক্ষণ ও বিশ্রাম নিশ্চিত করতে হবে এবং নিয়ম ভঙ্গকারীদের বিরুদ্ধে কঠোর ব্যবস্থা নিতে হবে। দুর্ঘটনাকে নিছক দুর্ভাগ্য বলে এড়িয়ে যাওয়ার সুযোগ নেই। xyxy=(12,96,178,146)
masthead-logo-right-text: সংবাদ xyxy=(500,12,552,37)
article-2-col-5 xyxy=(552,505,638,727)
masthead-date-bn: ঢাকা : শনিবার ২২ চৈত্র ১৪৩১ xyxy=(14,31,76,37)
article-2-top-rule xyxy=(192,466,638,467)
article-1-text-3b: কিছুদিন আগে দেশের দুই জেলা প্রশাসকের সৌন্দর্যবর্ধন প্রকল্প নিয়ে ব্যাপক আলোচনা হয়েছে। সামাজিক যোগাযোগমাধ্যমে ছবি ছড়িয়ে পড়লে মানুষ প্রশ্ন তুলেছেন, জনগণের অর্থে এমন প্রকল্পের প্রয়োজন কতটা। একটি জেলায় ভাস্কর্য ও ফোয়ারা নির্মাণে বিপুল অর্থ ব্যয় হয়েছে, আরেক জেলায় উদ্যান ও মঞ্চ। প্রশাসনিক দক্ষতা প্রদর্শনের প্রতিযোগিতায় আসল প্রশ্ন আড়ালে পড়ে যায়: এসব প্রকল্প কি স্থানীয় মানুষের জীবনমান উন্নয়নে ভূমিকা রাখছে? স্বাস্থ্য, শিক্ষা, রাস্তাঘাটের মতো মৌলিক খাতে বরাদ্দ যখন অপ্রতুল, তখন বাহারি স্থাপনায় অর্থ ব্যয় নিয়ে জবাবদিহি থাকা জরুরি। সরকারি অর্থ ব্যয়ের ক্ষেত্রে স্বচ্ছতা, পরিকল্পনা ও জনমত যাচাই প্রয়োজন। xyxy=(424,307,550,358)
article-1-text-4: কিছুদিন আগে দেশের দুই জেলা প্রশাসকের সৌন্দর্যবর্ধন প্রকল্প নিয়ে ব্যাপক আলোচনা হয়েছে। সামাজিক যোগাযোগমাধ্যমে ছবি ছড়িয়ে পড়লে মানুষ প্রশ্ন তুলেছেন, জনগণের অর্থে এমন প্রকল্পের প্রয়োজন কতটা। একটি জেলায় ভাস্কর্য ও ফোয়ারা নির্মাণে বিপুল অর্থ ব্যয় হয়েছে, আরেক জেলায় উদ্যান ও মঞ্চ। প্রশাসনিক দক্ষতা প্রদর্শনের প্রতিযোগিতায় আসল প্রশ্ন আড়ালে পড়ে যায়: এসব প্রকল্প কি স্থানীয় মানুষের জীবনমান উন্নয়নে ভূমিকা রাখছে? স্বাস্থ্য, শিক্ষা, রাস্তাঘাটের মতো মৌলিক খাতে বরাদ্দ যখন অপ্রতুল, তখন বাহারি স্থাপনায় অর্থ ব্যয় নিয়ে জবাবদিহি থাকা জরুরি। সরকারি অর্থ ব্যয়ের ক্ষেত্রে স্বচ্ছতা, পরিকল্পনা ও জনমত যাচাই প্রয়োজন। xyxy=(556,117,638,195)
editorial-1-body xyxy=(12,96,178,294)
article-2-rule-1 xyxy=(279,505,280,741)
article-1-photo-image xyxy=(298,117,441,242)
section-editorial-label: সম্পাদকীয় xyxy=(84,17,139,32)
article-3-col-2 xyxy=(282,787,366,1005)
article-2-rule-2 xyxy=(369,505,370,741)
article-3-rule-3 xyxy=(459,787,460,1005)
article-1-caption: ২০২৪ সালে লালমনিরহাট জেলা প্রশাসকের বাসভবনে নির্মিত দৃষ্টিনন্দন স্থাপনা xyxy=(361,244,487,249)
article-2-rule-4 xyxy=(549,505,550,741)
article-2-author: গৌতম রায় xyxy=(194,504,234,514)
letter-1 xyxy=(17,524,94,1000)
